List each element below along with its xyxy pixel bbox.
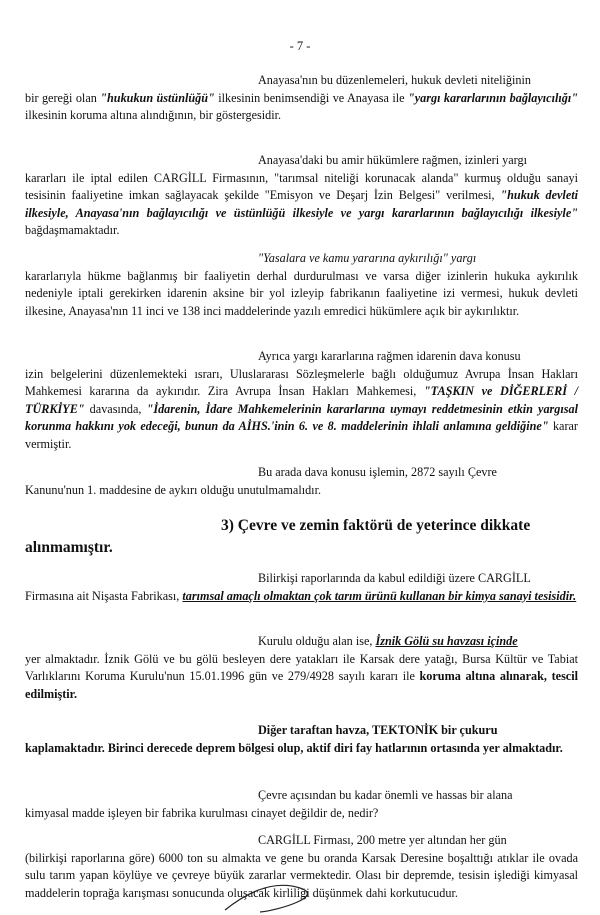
paragraph-1-text-a: bir gereği olan (25, 90, 101, 105)
paragraph-3-text: kararlarıyla hükme bağlanmış bir faaliyetin derhal durdurulması ve varsa diğer izinlerin hukuka aykırılık nedeniyle iptali gerekirken idarenin aksine bir yol izleyip fabrikanın faaliyetine izi vermesi, hukuk devleti ilkesine, Anayasa'nın 11 inci ve 138 inci maddelerinde yazılı emredici hükümlere açık bir aykırılıktır. (25, 268, 578, 318)
paragraph-8 (25, 722, 578, 757)
paragraph-4-emphasis: "İdarenin, İdare Mahkemelerinin kararlarına uymayı reddetmesinin etkin yargısal korunma hakkını yok edeceği, bunun da AİHS.'inin 6. ve 8. maddelerinin ihlali anlamına geldiğine" (25, 401, 578, 433)
paragraph-6 (25, 570, 578, 605)
paragraph-4 (25, 348, 578, 453)
paragraph-8-text: kaplamaktadır. Birinci derecede deprem bölgesi olup, aktif diri fay hatlarının ortasında yer almaktadır. (25, 740, 563, 755)
paragraph-9-first-line: Çevre açısından bu kadar önemli ve hassas bir alana (258, 788, 513, 802)
paragraph-7-first-line-text: Kurulu olduğu alan ise, (258, 634, 376, 648)
paragraph-6-text: Firmasına ait Nişasta Fabrikası, (25, 588, 183, 603)
paragraph-5 (25, 464, 578, 499)
paragraph-1-text-c: ilkesinin koruma altına alındığının, bir göstergesidir. (25, 108, 282, 122)
paragraph-3-first-line: "Yasalara ve kamu yararına aykırılığı" yargı (258, 251, 477, 265)
paragraph-7-lake-basin: İznik Gölü su havzası içinde (375, 634, 518, 648)
paragraph-4-case-name: "TAŞKIN ve DİĞERLERİ / TÜRKİYE" (25, 384, 578, 416)
paragraph-5-first-line: Bu arada dava konusu işlemin, 2872 sayılı Çevre (258, 465, 497, 479)
paragraph-1-emphasis-b: "yargı kararlarının bağlayıcılığı" (407, 90, 578, 105)
paragraph-7 (25, 633, 578, 703)
section-heading (25, 515, 578, 559)
paragraph-2 (25, 152, 578, 240)
paragraph-8-first-line: Diğer taraftan havza, TEKTONİK bir çukuru (258, 723, 498, 737)
paragraph-9 (25, 787, 578, 822)
paragraph-4-text-c: karar vermiştir. (25, 419, 578, 451)
paragraph-4-text-b: davasında, (84, 401, 147, 416)
paragraph-10-first-line: CARGİLL Firması, 200 metre yer altından her gün (258, 833, 507, 847)
paragraph-1 (25, 72, 578, 125)
page-number: - 7 - (289, 39, 311, 53)
paragraph-6-first-line: Bilirkişi raporlarında da kabul edildiği üzere CARGİLL (258, 571, 531, 585)
paragraph-3 (25, 250, 578, 320)
paragraph-1-text-b: ilkesinin benimsendiği ve Anayasa ile (214, 90, 408, 105)
paragraph-7-text: yer almaktadır. İznik Gölü ve bu gölü besleyen dere yatakları ile Karsak dere yatağı, Bursa Kültür ve Tabiat Varlıklarını Koruma Kurulu'nun 15.01.1996 gün ve 279/4928 sayılı kararı ile (25, 651, 578, 683)
signature-scribble (220, 870, 330, 915)
paragraph-5-text: Kanunu'nun 1. maddesine de aykırı olduğu unutulmamalıdır. (25, 482, 321, 497)
paragraph-4-first-line: Ayrıca yargı kararlarına rağmen idarenin dava konusu (258, 349, 521, 363)
paragraph-10-text: (bilirkişi raporlarına göre) 6000 ton su almakta ve gene bu oranda Karsak Deresine boşalttığı atıklar ile ovada sulu tarım yapan köylüye ve çevreye büyük zararlar vermektedir. Olası bir depremde, tesisin işlediği kimyasal maddelerin toprağa karışması sonucunda oluşacak kirliliği düşünmek dahi korkutucudur. (25, 850, 578, 900)
paragraph-6-emphasis: tarımsal amaçlı olmaktan çok tarım ürünü kullanan bir kimya sanayi tesisidir. (182, 588, 577, 603)
paragraph-1-first-line: Anayasa'nın bu düzenlemeleri, hukuk devleti niteliğinin (258, 73, 531, 87)
paragraph-2-emphasis: "hukuk devleti ilkesiyle, Anayasa'nın bağlayıcılığı ve üstünlüğü ilkesiyle ve yargı kararlarının bağlayıcılığı ilkesiyle" (25, 188, 578, 220)
paragraph-2-text-a: kararları ile iptal edilen CARGİLL Firmasının, "tarımsal niteliği korunacak alanda" kurmuş olduğu sanayi tesisinin faaliyetine imkan sağlayacak şekilde "Emisyon ve Deşarj İzin Belgesi" verilmesi, (25, 170, 578, 202)
paragraph-9-text: kimyasal madde işleyen bir fabrika kurulması cinayet değildir de, nedir? (25, 805, 379, 820)
paragraph-7-emphasis: koruma altına alınarak, tescil edilmiştir. (25, 669, 578, 701)
section-heading-line-2: alınmamıştır. (25, 539, 113, 556)
paragraph-1-emphasis-a: "hukukun üstünlüğü" (100, 90, 215, 105)
section-heading-line-1: 3) Çevre ve zemin faktörü de yeterince dikkate (221, 517, 531, 534)
paragraph-4-text-a: izin belgelerini düzenlemekteki ısrarı, Uluslararası Sözleşmelerle bağlı olduğumuz Avrupa İnsan Hakları Mahkemesi kararına da aykırıdır. Zira Avrupa İnsan Hakları Mahkemesi, (25, 366, 578, 398)
paragraph-2-text-b: bağdaşmamaktadır. (25, 223, 120, 237)
paragraph-2-first-line: Anayasa'daki bu amir hükümlere rağmen, izinleri yargı (258, 153, 527, 167)
paragraph-7-first-line (25, 633, 578, 651)
